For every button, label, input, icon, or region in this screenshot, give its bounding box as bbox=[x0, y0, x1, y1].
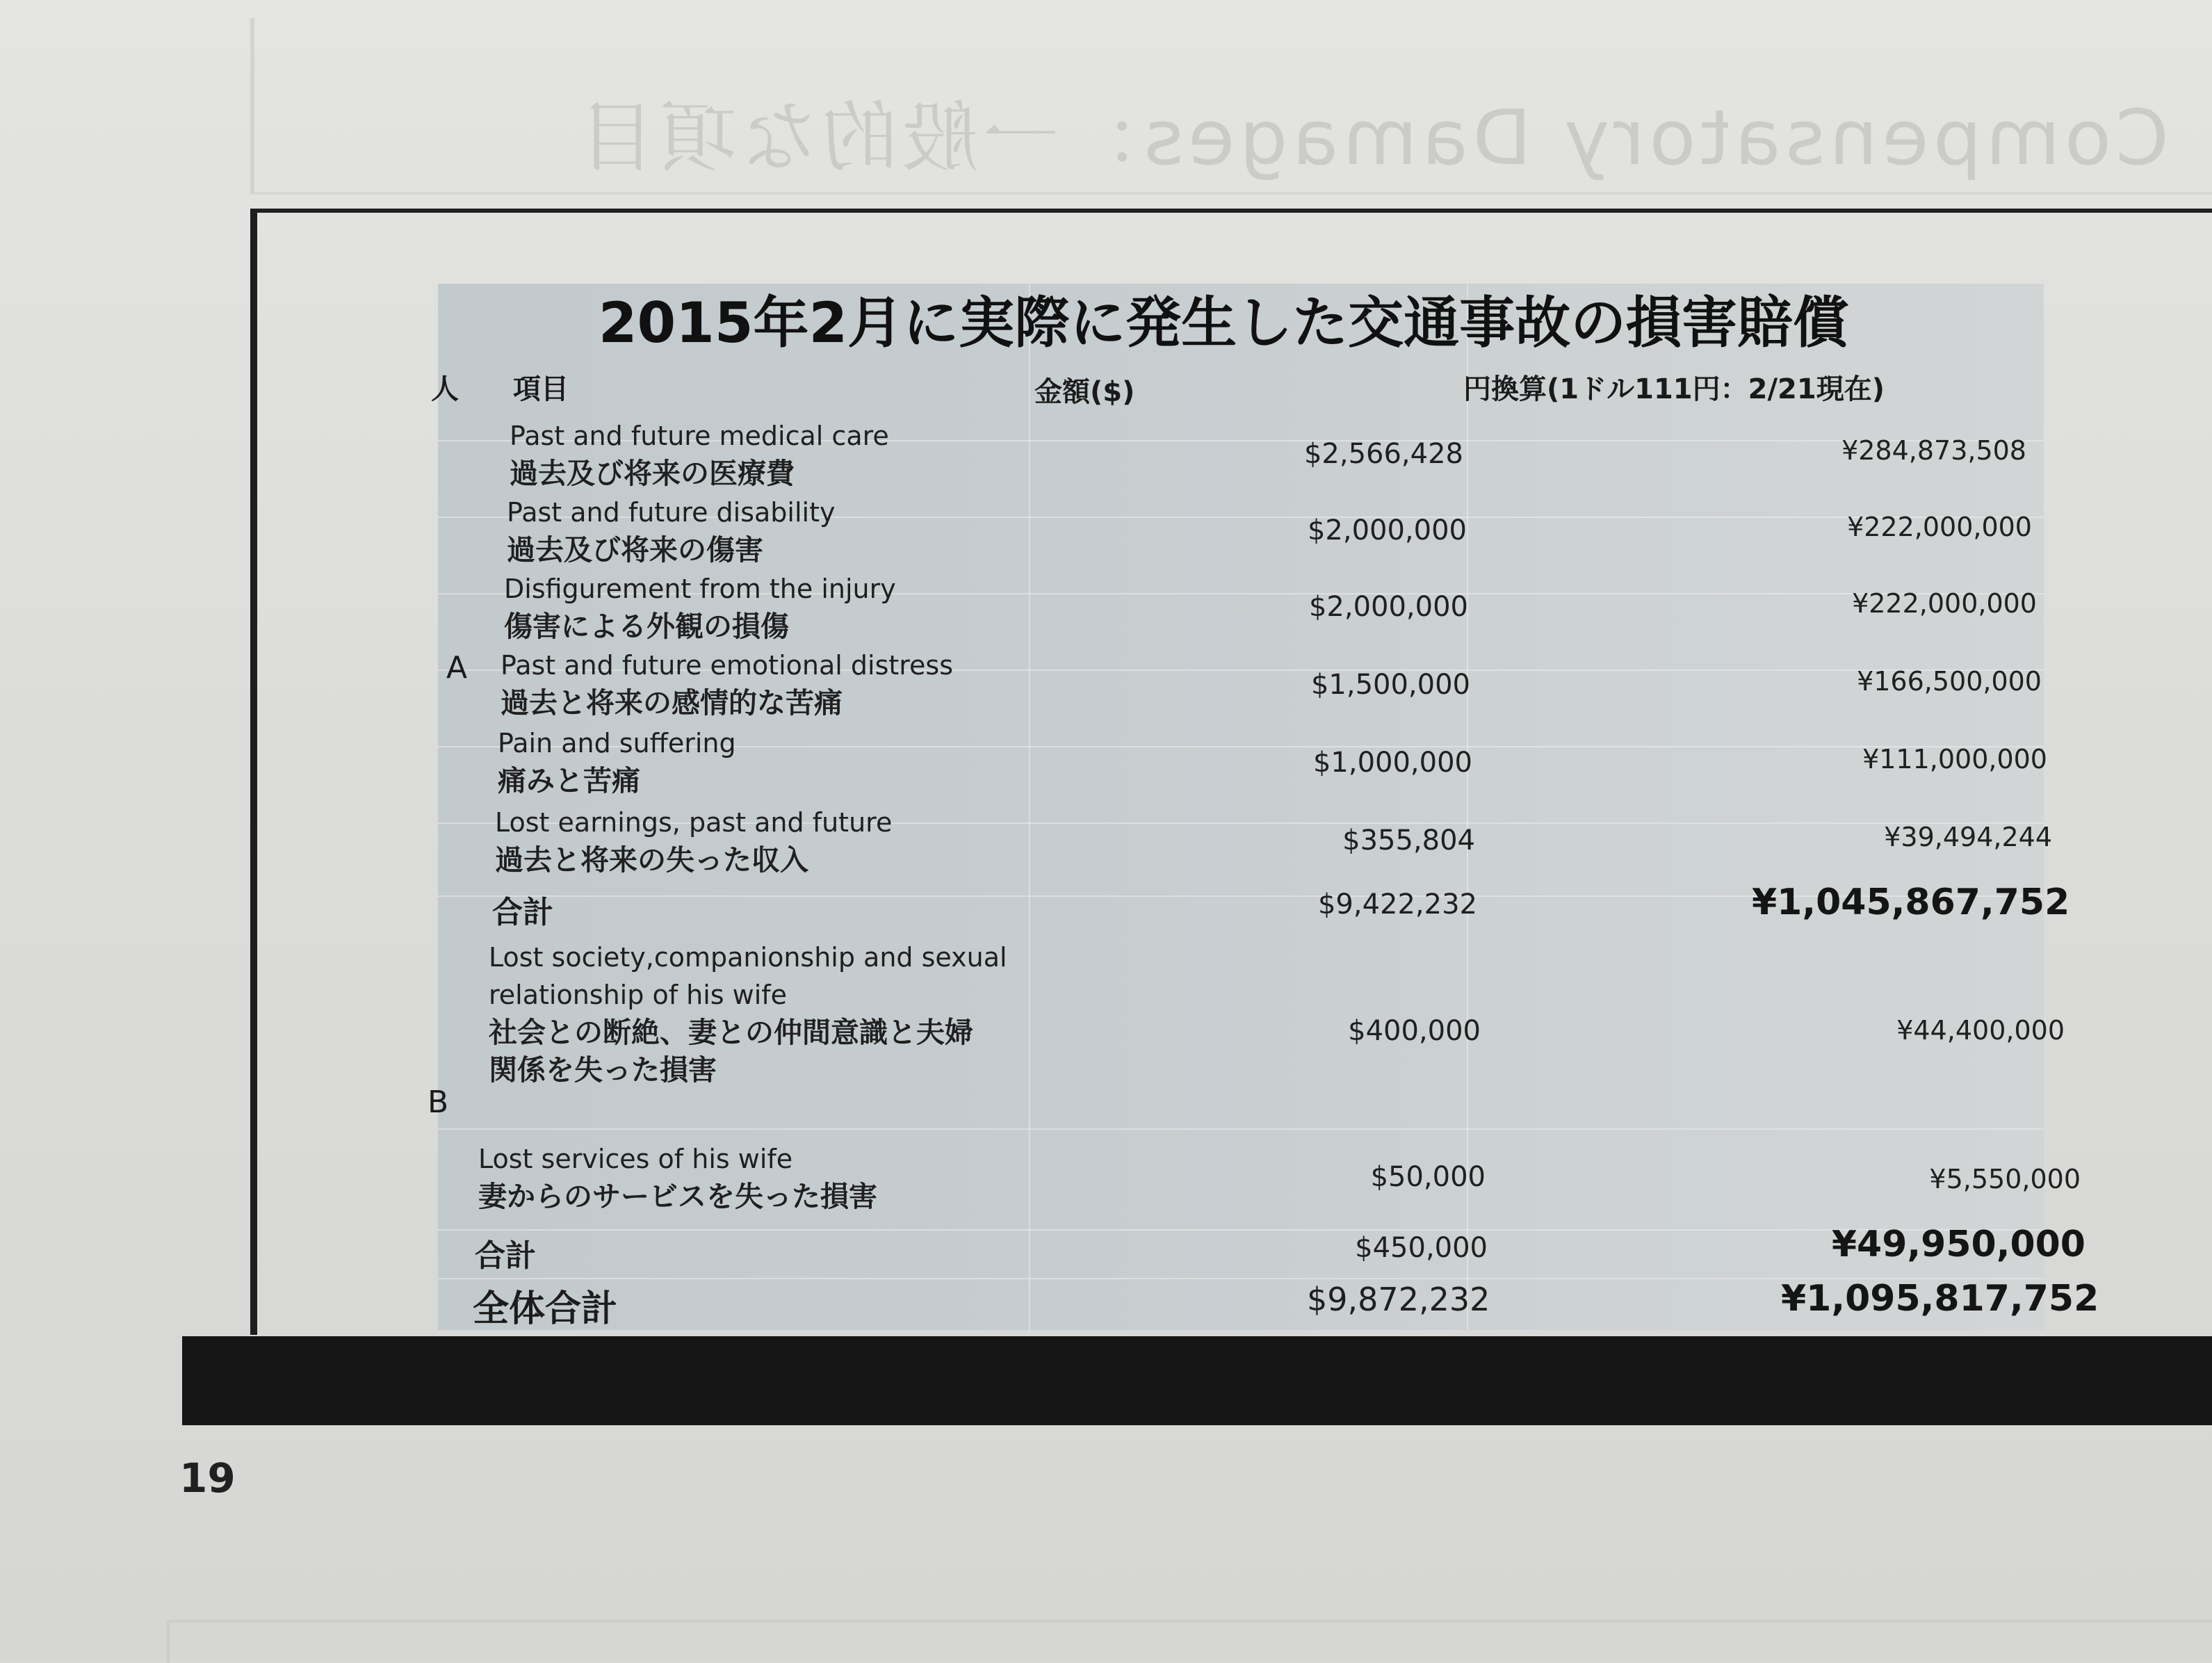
item-english: Past and future emotional distress bbox=[501, 650, 954, 681]
amount-usd: $50,000 bbox=[1370, 1161, 1486, 1193]
amount-usd: $1,000,000 bbox=[1312, 747, 1472, 779]
amount-jpy: ¥39,494,244 bbox=[1884, 822, 2052, 852]
item-japanese: 痛みと苦痛 bbox=[498, 764, 640, 797]
page-number: 19 bbox=[179, 1454, 236, 1502]
amount-jpy: ¥222,000,000 bbox=[1847, 512, 2032, 542]
amount-usd: $355,804 bbox=[1342, 825, 1475, 857]
item-english: Past and future disability bbox=[507, 497, 836, 528]
amount-jpy: ¥284,873,508 bbox=[1841, 435, 2026, 466]
slide-bottom-bar bbox=[182, 1336, 2212, 1425]
column-header-usd: 金額($) bbox=[1034, 376, 1135, 408]
item-english: Lost earnings, past and future bbox=[495, 807, 893, 838]
amount-jpy: ¥5,550,000 bbox=[1929, 1164, 2081, 1194]
amount-jpy: ¥166,500,000 bbox=[1857, 666, 2042, 697]
item-japanese: 傷害による外観の損傷 bbox=[504, 610, 789, 643]
item-english-line2: relationship of his wife bbox=[489, 980, 788, 1010]
column-header-jpy: 円換算(1ドル111円：2/21現在) bbox=[1463, 373, 1885, 405]
item-japanese: 過去及び将来の医療費 bbox=[510, 457, 795, 490]
group-label-b: B bbox=[428, 1085, 449, 1120]
item-english: Lost services of his wife bbox=[478, 1144, 793, 1174]
column-header-person: 人 bbox=[431, 373, 459, 405]
item-english: Past and future medical care bbox=[510, 421, 889, 451]
subtotal-jpy: ¥49,950,000 bbox=[1831, 1224, 2085, 1265]
subtotal-usd: $450,000 bbox=[1355, 1232, 1488, 1264]
item-english: Pain and suffering bbox=[498, 728, 736, 759]
group-label-a: A bbox=[446, 650, 468, 686]
amount-usd: $2,000,000 bbox=[1308, 591, 1468, 623]
item-japanese-line2: 関係を失った損害 bbox=[489, 1053, 717, 1087]
page-title: 2015年2月に実際に発生した交通事故の損害賠償 bbox=[598, 291, 1849, 355]
next-page-edge bbox=[167, 1620, 2212, 1663]
subtotal-jpy: ¥1,045,867,752 bbox=[1752, 882, 2070, 923]
amount-usd: $1,500,000 bbox=[1310, 669, 1470, 701]
amount-usd: $2,000,000 bbox=[1307, 514, 1467, 546]
item-japanese: 過去と将来の失った収入 bbox=[495, 843, 808, 877]
item-japanese-line1: 社会との断絶、妻との仲間意識と夫婦 bbox=[489, 1016, 973, 1049]
bleed-through-header: Compensatory Damages：一般的な項目 bbox=[575, 93, 2169, 182]
amount-jpy: ¥111,000,000 bbox=[1862, 744, 2047, 774]
item-japanese: 過去と将来の感情的な苦痛 bbox=[501, 686, 843, 720]
amount-usd: $400,000 bbox=[1348, 1015, 1481, 1047]
item-japanese: 妻からのサービスを失った損害 bbox=[478, 1180, 877, 1213]
grand-total-label: 全体合計 bbox=[473, 1288, 618, 1330]
subtotal-label: 合計 bbox=[492, 895, 553, 930]
amount-jpy: ¥44,400,000 bbox=[1896, 1015, 2065, 1046]
item-english-line1: Lost society,companionship and sexual bbox=[489, 942, 1007, 973]
subtotal-label: 合計 bbox=[475, 1238, 536, 1274]
column-header-item: 項目 bbox=[513, 373, 569, 405]
amount-usd: $2,566,428 bbox=[1303, 438, 1463, 470]
subtotal-usd: $9,422,232 bbox=[1317, 889, 1477, 920]
grand-total-usd: $9,872,232 bbox=[1307, 1281, 1490, 1318]
item-english: Disfigurement from the injury bbox=[504, 574, 896, 604]
amount-jpy: ¥222,000,000 bbox=[1852, 588, 2037, 619]
grand-total-jpy: ¥1,095,817,752 bbox=[1781, 1278, 2099, 1320]
item-japanese: 過去及び将来の傷害 bbox=[507, 533, 763, 567]
